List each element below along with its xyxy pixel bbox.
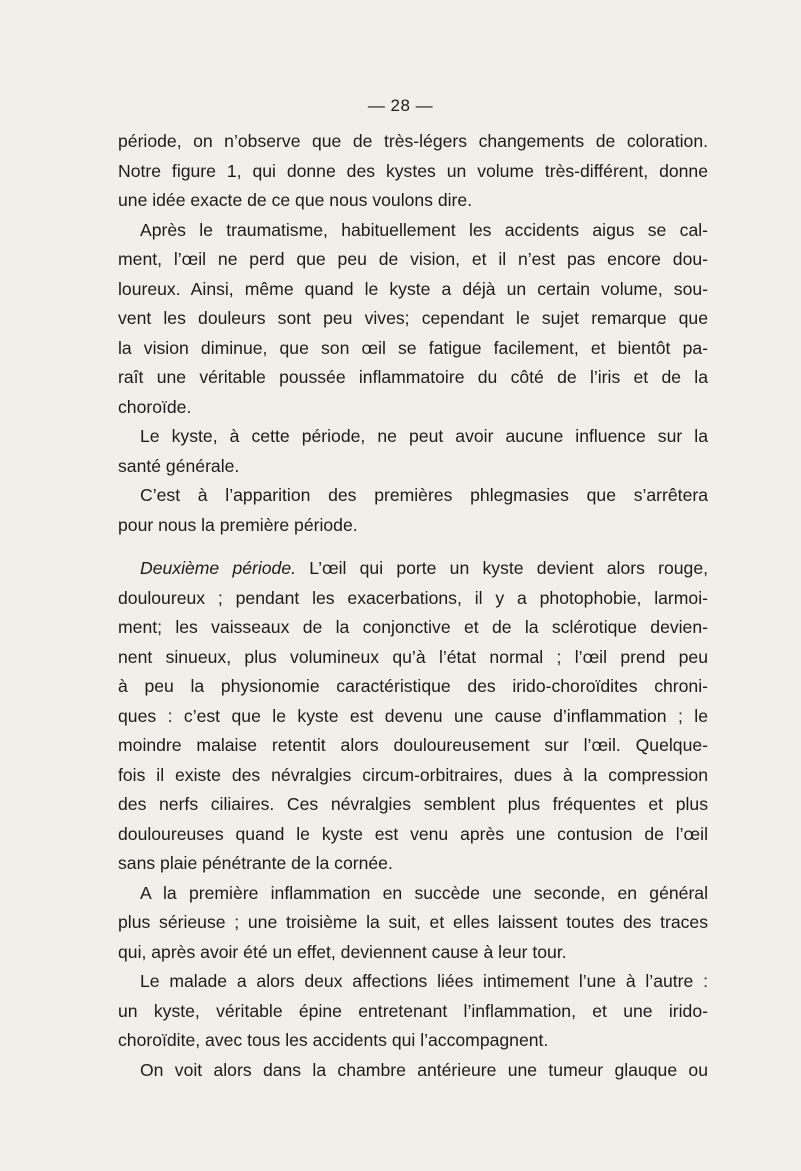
page-number: — 28 — [367, 96, 434, 115]
text-line-continuation: L’œil qui porte un kyste devient alors rouge, [296, 558, 708, 578]
text-line: C’est à l’apparition des premières phlegmasies que s’arrêtera [140, 485, 708, 505]
text-line: une idée exacte de ce que nous voulons dire. [118, 190, 473, 210]
text-line: pour nous la première période. [118, 514, 358, 535]
text-line: plus sérieuse ; une troisième la suit, et elles laissent toutes des traces [118, 912, 708, 932]
text-line: Après le traumatisme, habituellement les accidents aigus se cal- [140, 219, 708, 240]
text-line: On voit alors dans la chambre antérieure une tumeur glauque ou [140, 1059, 708, 1080]
text-line: ment; les vaisseaux de la conjonctive et de la sclérotique devien- [118, 617, 708, 637]
text-line [118, 554, 708, 584]
text-line: douloureux ; pendant les exacerbations, il y a photophobie, larmoi- [118, 587, 708, 608]
text-line: sans plaie pénétrante de la cornée. [118, 853, 393, 873]
paragraph-4 [118, 481, 708, 540]
text-line: Le malade a alors deux affections liées intimement l’une à l’autre : [140, 971, 708, 991]
text-line: santé générale. [118, 455, 240, 476]
text-line: ment, l’œil ne perd que peu de vision, et il n’est pas encore dou- [118, 249, 708, 269]
text-line: Notre figure 1, qui donne des kystes un volume très-différent, donne [118, 160, 708, 181]
text-line: à peu la physionomie caractéristique des irido-choroïdites chroni- [118, 676, 708, 696]
paragraph-2 [118, 216, 708, 423]
text-line: douloureuses quand le kyste est venu après une contusion de l’œil [118, 823, 708, 844]
text-line: la vision diminue, que son œil se fatigue facilement, et bientôt pa- [118, 337, 708, 358]
text-line: nent sinueux, plus volumineux qu’à l’état normal ; l’œil prend peu [118, 646, 708, 667]
text-line: qui, après avoir été un effet, deviennent cause à leur tour. [118, 941, 567, 962]
text-line: ques : c’est que le kyste est devenu une cause d’inflammation ; le [118, 705, 708, 726]
text-line: un kyste, véritable épine entretenant l’inflammation, et une irido- [118, 1000, 708, 1021]
text-line: des nerfs ciliaires. Ces névralgies semblent plus fréquentes et plus [118, 794, 708, 814]
text-line: moindre malaise retentit alors douloureusement sur l’œil. Quelque- [118, 735, 708, 755]
text-line: raît une véritable poussée inflammatoire du côté de l’iris et de la [118, 367, 708, 387]
paragraph-7 [118, 967, 708, 1056]
paragraph-3 [118, 422, 708, 481]
text-line: Le kyste, à cette période, ne peut avoir aucune influence sur la [140, 426, 708, 446]
text-line: fois il existe des névralgies circum-orbitraires, dues à la compression [118, 764, 708, 785]
paragraph-5 [118, 554, 708, 879]
paragraph-8 [118, 1056, 708, 1086]
section-title: Deuxième période. [140, 558, 297, 578]
paragraph-1 [118, 127, 708, 216]
paragraph-6 [118, 879, 708, 968]
text-line: période, on n’observe que de très-légers changements de coloration. [118, 131, 708, 151]
text-line: choroïde. [118, 396, 192, 417]
section-gap [118, 540, 708, 554]
text-line: vent les douleurs sont peu vives; cependant le sujet remarque que [118, 308, 708, 328]
text-line: choroïdite, avec tous les accidents qui l’accompagnent. [118, 1030, 549, 1050]
text-line: loureux. Ainsi, même quand le kyste a déjà un certain volume, sou- [118, 278, 708, 299]
body-text [118, 127, 708, 1085]
text-line: A la première inflammation en succède une seconde, en général [140, 882, 708, 903]
